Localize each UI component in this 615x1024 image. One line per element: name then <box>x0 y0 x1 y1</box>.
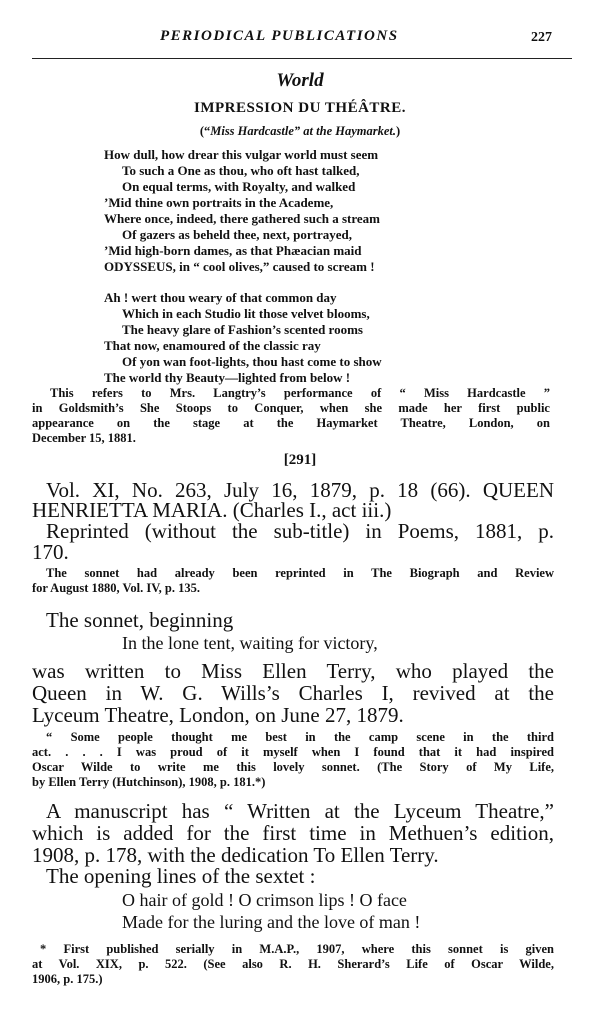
header-rule <box>32 58 572 59</box>
verse-line: How dull, how drear this vulgar world must seem <box>104 147 379 162</box>
sonnet-intro: The sonnet, beginning <box>46 608 234 632</box>
page-number: 227 <box>531 30 552 45</box>
verse-line: Ah ! wert thou weary of that common day <box>104 290 337 305</box>
running-head: PERIODICAL PUBLICATIONS <box>160 28 399 44</box>
verse-line: The heavy glare of Fashion’s scented rooms <box>122 322 363 337</box>
verse-line: ’Mid high-born dames, as that Phæacian maid <box>104 243 362 258</box>
verse-line: That now, enamoured of the classic ray <box>104 338 321 353</box>
verse-line: To such a One as thou, who oft hast talked, <box>122 163 360 178</box>
verse-line: Of yon wan foot-lights, thou hast come to show <box>122 354 382 369</box>
verse-line: The world thy Beauty—lighted from below ! <box>104 370 351 385</box>
poem-subtitle: (“Miss Hardcastle” at the Haymarket.) <box>199 124 401 138</box>
magazine-title: World <box>276 70 324 91</box>
verse-line: Which in each Studio lit those velvet blooms, <box>122 306 370 321</box>
verse-line: On equal terms, with Royalty, and walked <box>122 179 356 194</box>
sonnet-first-line: In the lone tent, waiting for victory, <box>122 633 378 653</box>
verse-line: Of gazers as beheld thee, next, portrayed, <box>122 227 352 242</box>
poem-title: IMPRESSION DU THÉÂTRE. <box>193 100 406 116</box>
verse-line: Where once, indeed, there gathered such a stream <box>104 211 380 226</box>
verse-line: ’Mid thine own portraits in the Academe, <box>104 195 334 210</box>
verse-line: ODYSSEUS, in “ cool olives,” caused to scream ! <box>104 259 375 274</box>
entry-reference-number: [291] <box>283 452 317 468</box>
